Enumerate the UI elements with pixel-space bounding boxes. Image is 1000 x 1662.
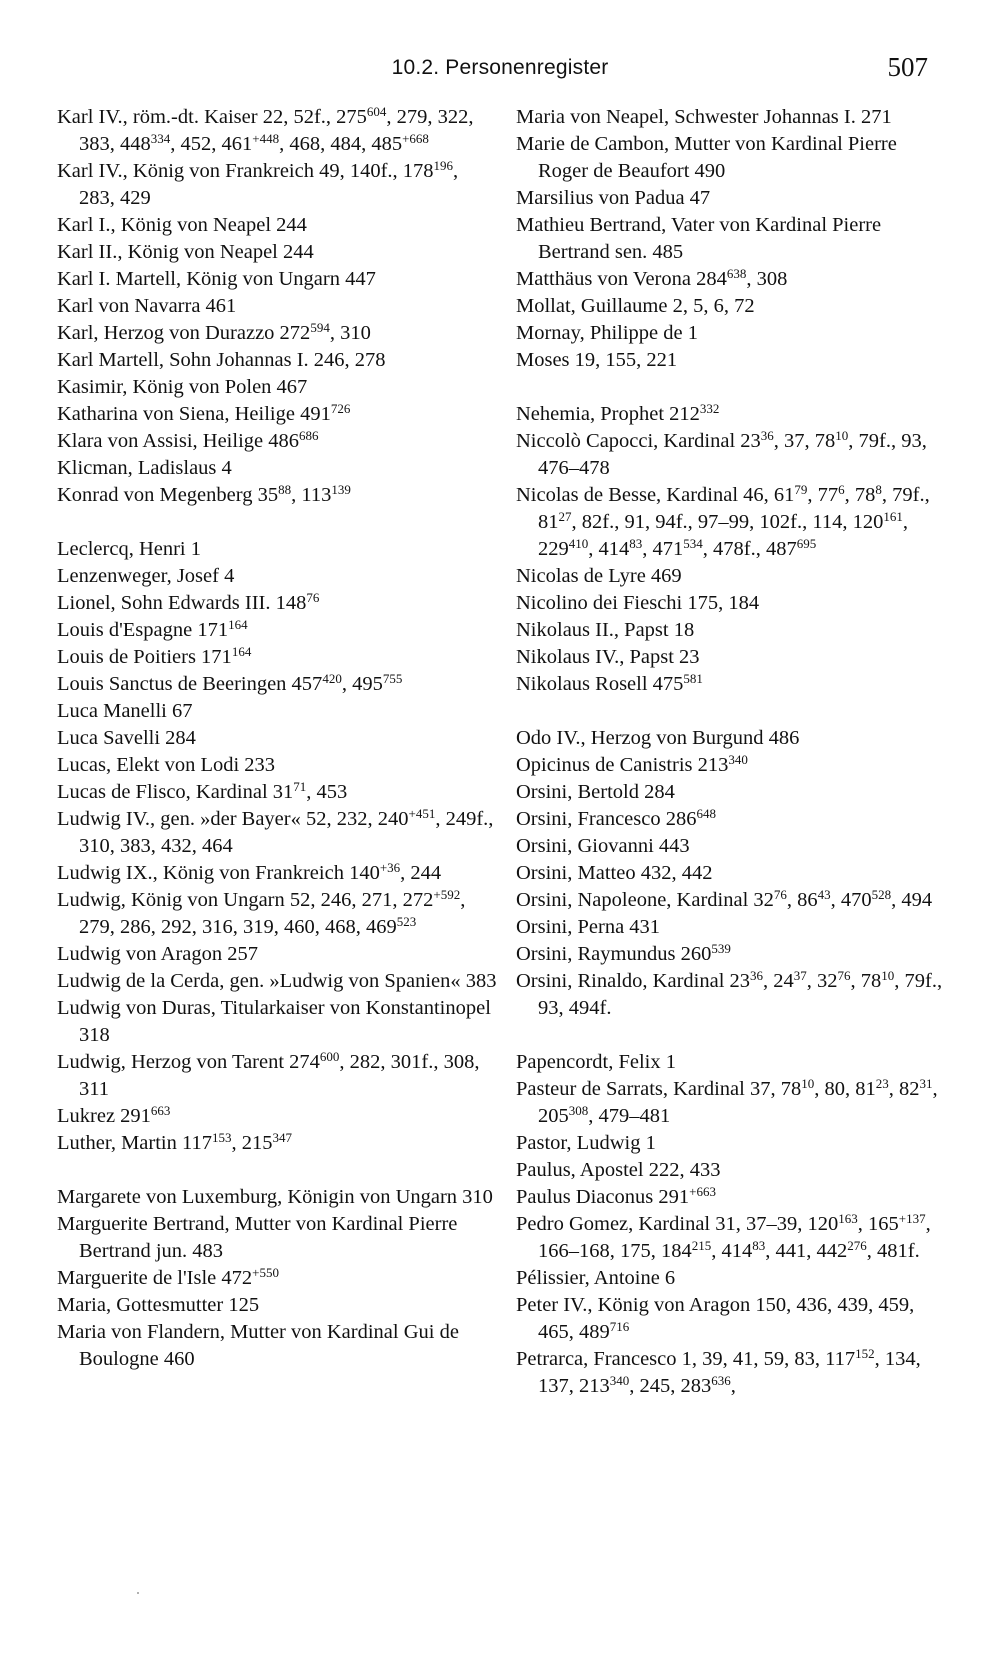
index-entry [57, 698, 497, 725]
footnote-superscript: 334 [150, 131, 171, 146]
footnote-superscript: 79 [794, 482, 808, 497]
entry-text: Karl I., König von Neapel 244 [57, 214, 307, 236]
entry-text: Marie de Cambon, Mutter von Kardinal Pierre Roger de Beaufort 490 [516, 133, 897, 182]
footnote-superscript: 10 [881, 968, 895, 983]
footnote-superscript: +550 [252, 1265, 280, 1280]
index-entry [57, 1130, 497, 1157]
entry-text: Orsini, Matteo 432, 442 [516, 862, 713, 884]
footnote-superscript: 686 [299, 428, 319, 443]
entry-text: , 82f., 91, 94f., 97–99, 102f., 114, 120 [571, 511, 884, 533]
entry-text: Marguerite Bertrand, Mutter von Kardinal Pierre Bertrand jun. 483 [57, 1213, 458, 1262]
entry-text: Leclercq, Henri 1 [57, 538, 201, 560]
entry-text: , 113 [291, 484, 332, 506]
entry-text: Mornay, Philippe de 1 [516, 322, 699, 344]
footnote-superscript: +592 [433, 887, 461, 902]
index-entry [57, 293, 497, 320]
index-entry [516, 1184, 946, 1211]
entry-text: Orsini, Napoleone, Kardinal 32 [516, 889, 774, 911]
footnote-superscript: 648 [696, 806, 716, 821]
index-entry [57, 158, 497, 212]
entry-text: Katharina von Siena, Heilige 491 [57, 403, 331, 425]
footnote-superscript: +663 [689, 1184, 716, 1199]
footnote-superscript: 340 [728, 752, 748, 767]
footnote-superscript: 308 [568, 1103, 589, 1118]
entry-text: Mollat, Guillaume 2, 5, 6, 72 [516, 295, 755, 317]
entry-text: Orsini, Giovanni 443 [516, 835, 690, 857]
entry-text: , 308 [746, 268, 788, 290]
index-entry [516, 1076, 946, 1130]
index-entry [57, 104, 497, 158]
index-column-right [516, 104, 946, 1400]
index-entry [516, 347, 946, 374]
entry-text: Luther, Martin 117 [57, 1132, 212, 1154]
index-entry [516, 968, 946, 1022]
entry-text: Lenzenweger, Josef 4 [57, 565, 235, 587]
footnote-superscript: 534 [683, 536, 703, 551]
index-entry [57, 320, 497, 347]
entry-text: Ludwig IX., König von Frankreich 140 [57, 862, 380, 884]
index-entry [57, 995, 497, 1049]
index-entry [516, 617, 946, 644]
entry-text: Lucas, Elekt von Lodi 233 [57, 754, 276, 776]
footnote-superscript: 37 [793, 968, 807, 983]
entry-text: , 134, 137, 213 [538, 1348, 921, 1397]
index-entry [516, 482, 946, 563]
entry-text: Opicinus de Canistris 213 [516, 754, 729, 776]
entry-text: , 414 [588, 538, 630, 560]
entry-text: , 468, 484, 485 [279, 133, 403, 155]
entry-text: Klara von Assisi, Heilige 486 [57, 430, 299, 452]
footnote-superscript: 36 [760, 428, 774, 443]
index-column-left [57, 104, 497, 1373]
index-entry [516, 1049, 946, 1076]
entry-text: Ludwig, Herzog von Tarent 274 [57, 1051, 320, 1073]
footnote-superscript: +668 [402, 131, 429, 146]
index-entry [57, 968, 497, 995]
footnote-superscript: 528 [871, 887, 892, 902]
footnote-superscript: 23 [875, 1076, 889, 1091]
index-entry [516, 1130, 946, 1157]
entry-text: Karl IV., König von Frankreich 49, 140f., 178 [57, 160, 434, 182]
footnote-superscript: 88 [278, 482, 292, 497]
footnote-superscript: 726 [330, 401, 351, 416]
entry-text: Maria von Flandern, Mutter von Kardinal Gui de Boulogne 460 [57, 1321, 459, 1370]
footnote-superscript: 163 [838, 1211, 858, 1226]
entry-text: Maria, Gottesmutter 125 [57, 1294, 260, 1316]
entry-text: , 229 [538, 511, 908, 560]
index-entry [516, 914, 946, 941]
entry-text: , 77 [807, 484, 839, 506]
entry-text: Orsini, Francesco 286 [516, 808, 697, 830]
entry-text: Louis Sanctus de Beeringen 457 [57, 673, 323, 695]
index-entry [57, 725, 497, 752]
footnote-superscript: 8 [875, 482, 882, 497]
footnote-superscript: 71 [293, 779, 307, 794]
index-entry [57, 671, 497, 698]
entry-text: , 215 [231, 1132, 273, 1154]
index-entry [57, 455, 497, 482]
index-entry [516, 401, 946, 428]
index-entry [516, 590, 946, 617]
entry-text: , 471 [642, 538, 684, 560]
entry-text: Nikolaus IV., Papst 23 [516, 646, 700, 668]
footnote-superscript: 153 [211, 1130, 232, 1145]
entry-text: , 86 [786, 889, 818, 911]
entry-text: , 205 [538, 1078, 938, 1127]
entry-text: , [730, 1375, 736, 1397]
footnote-superscript: 276 [847, 1238, 867, 1253]
entry-text: , 79f., 93, 494f. [538, 970, 943, 1019]
footnote-superscript: +448 [252, 131, 280, 146]
entry-text: Karl II., König von Neapel 244 [57, 241, 314, 263]
index-entry [57, 1184, 497, 1211]
entry-text: Karl IV., röm.-dt. Kaiser 22, 52f., 275 [57, 106, 367, 128]
entry-text: , 470 [830, 889, 872, 911]
entry-text: Ludwig von Duras, Titularkaiser von Konstantinopel 318 [57, 997, 491, 1046]
entry-text: Ludwig von Aragon 257 [57, 943, 258, 965]
footnote-superscript: 76 [306, 590, 320, 605]
entry-text: Paulus Diaconus 291 [516, 1186, 690, 1208]
entry-text: Louis d'Espagne 171 [57, 619, 229, 641]
index-entry [57, 347, 497, 374]
index-entry [57, 536, 497, 563]
footnote-superscript: 581 [683, 671, 703, 686]
entry-text: , 82 [888, 1078, 920, 1100]
entry-text: , 310 [329, 322, 371, 344]
entry-text: Marsilius von Padua 47 [516, 187, 711, 209]
index-entry [516, 104, 946, 131]
entry-text: , 249f., 310, 383, 432, 464 [79, 808, 494, 857]
index-entry [516, 212, 946, 266]
index-entry [516, 293, 946, 320]
entry-text: , 279, 322, 383, 448 [79, 106, 474, 155]
entry-text: Nehemia, Prophet 212 [516, 403, 700, 425]
footnote-superscript: 27 [558, 509, 572, 524]
footnote-superscript: 36 [750, 968, 764, 983]
index-entry [57, 590, 497, 617]
entry-text: Pastor, Ludwig 1 [516, 1132, 656, 1154]
index-entry [57, 428, 497, 455]
entry-text: Lukrez 291 [57, 1105, 151, 1127]
footnote-superscript: 6 [838, 482, 845, 497]
index-entry [57, 941, 497, 968]
entry-text: , 452, 461 [170, 133, 253, 155]
entry-text: Kasimir, König von Polen 467 [57, 376, 308, 398]
footnote-superscript: 83 [629, 536, 643, 551]
footnote-superscript: 76 [773, 887, 787, 902]
entry-text: Nicolino dei Fieschi 175, 184 [516, 592, 760, 614]
entry-text: , 441, 442 [765, 1240, 848, 1262]
index-entry [516, 752, 946, 779]
entry-text: Nicolas de Besse, Kardinal 46, 61 [516, 484, 795, 506]
entry-text: Luca Manelli 67 [57, 700, 193, 722]
index-entry [57, 374, 497, 401]
footnote-superscript: 410 [568, 536, 589, 551]
entry-text: Pélissier, Antoine 6 [516, 1267, 676, 1289]
entry-text: , 78 [850, 970, 882, 992]
index-entry [516, 320, 946, 347]
footnote-superscript: +137 [898, 1211, 926, 1226]
page-number: 507 [887, 52, 928, 82]
footnote-superscript: 420 [322, 671, 342, 686]
entry-text: Konrad von Megenberg 35 [57, 484, 279, 506]
index-entry [516, 428, 946, 482]
entry-text: , 78 [844, 484, 876, 506]
footnote-superscript: 139 [331, 482, 351, 497]
footnote-superscript: 347 [272, 1130, 292, 1145]
index-entry [516, 185, 946, 212]
entry-text: , 283, 429 [79, 160, 459, 209]
entry-text: , 166–168, 175, 184 [538, 1213, 931, 1262]
footnote-superscript: 638 [726, 266, 747, 281]
index-entry [57, 482, 497, 509]
index-entry [57, 563, 497, 590]
entry-text: Niccolò Capocci, Kardinal 23 [516, 430, 761, 452]
index-entry [516, 563, 946, 590]
footnote-superscript: 76 [837, 968, 851, 983]
entry-text: , 165 [857, 1213, 899, 1235]
index-entry [57, 752, 497, 779]
index-entry [57, 1265, 497, 1292]
index-entry [516, 1265, 946, 1292]
footnote-superscript: 340 [609, 1373, 630, 1388]
footnote-superscript: 594 [310, 320, 330, 335]
entry-text: Karl I. Martell, König von Ungarn 447 [57, 268, 376, 290]
index-entry [57, 860, 497, 887]
entry-text: Orsini, Rinaldo, Kardinal 23 [516, 970, 751, 992]
page-header [0, 52, 1000, 92]
entry-text: Mathieu Bertrand, Vater von Kardinal Pierre Bertrand sen. 485 [516, 214, 882, 263]
entry-text: Petrarca, Francesco 1, 39, 41, 59, 83, 117 [516, 1348, 856, 1370]
index-entry [516, 1211, 946, 1265]
entry-text: , 79f., 81 [538, 484, 930, 533]
index-entry [516, 266, 946, 293]
entry-text: Karl, Herzog von Durazzo 272 [57, 322, 311, 344]
entry-text: Odo IV., Herzog von Burgund 486 [516, 727, 800, 749]
footnote-superscript: 10 [801, 1076, 815, 1091]
index-entry [57, 617, 497, 644]
entry-text: , 80, 81 [814, 1078, 876, 1100]
entry-text: Paulus, Apostel 222, 433 [516, 1159, 721, 1181]
entry-text: Marguerite de l'Isle 472 [57, 1267, 253, 1289]
entry-text: Orsini, Perna 431 [516, 916, 661, 938]
index-entry [516, 779, 946, 806]
entry-text: Moses 19, 155, 221 [516, 349, 678, 371]
index-entry [516, 131, 946, 185]
entry-text: Louis de Poitiers 171 [57, 646, 232, 668]
entry-text: , 279, 286, 292, 316, 319, 460, 468, 469 [79, 889, 466, 938]
entry-text: Ludwig IV., gen. »der Bayer« 52, 232, 240 [57, 808, 409, 830]
entry-text: Lionel, Sohn Edwards III. 148 [57, 592, 307, 614]
entry-text: , 479–481 [588, 1105, 671, 1127]
index-entry [57, 401, 497, 428]
entry-text: , 495 [341, 673, 383, 695]
entry-text: Lucas de Flisco, Kardinal 31 [57, 781, 294, 803]
entry-text: Karl von Navarra 461 [57, 295, 237, 317]
index-entry [57, 239, 497, 266]
footnote-superscript: 523 [396, 914, 417, 929]
index-entry [57, 887, 497, 941]
entry-text: Luca Savelli 284 [57, 727, 196, 749]
index-entry [516, 1157, 946, 1184]
index-entry [57, 806, 497, 860]
index-entry [57, 644, 497, 671]
entry-text: Pedro Gomez, Kardinal 31, 37–39, 120 [516, 1213, 839, 1235]
entry-text: , 282, 301f., 308, 311 [79, 1051, 480, 1100]
entry-text: Ludwig de la Cerda, gen. »Ludwig von Spanien« 383 [57, 970, 497, 992]
index-entry [516, 941, 946, 968]
index-entry [57, 1103, 497, 1130]
print-speck [137, 1592, 139, 1594]
entry-text: , 481f. [866, 1240, 920, 1262]
index-entry [57, 1292, 497, 1319]
footnote-superscript: 604 [366, 104, 387, 119]
footnote-superscript: 196 [433, 158, 454, 173]
entry-text: , 37, 78 [773, 430, 836, 452]
entry-text: , 453 [306, 781, 348, 803]
entry-text: Nikolaus Rosell 475 [516, 673, 684, 695]
entry-text: Orsini, Raymundus 260 [516, 943, 712, 965]
footnote-superscript: 164 [231, 644, 252, 659]
footnote-superscript: +451 [408, 806, 436, 821]
index-entry [516, 671, 946, 698]
footnote-superscript: 663 [150, 1103, 171, 1118]
footnote-superscript: 716 [609, 1319, 630, 1334]
entry-text: Papencordt, Felix 1 [516, 1051, 676, 1073]
entry-text: , 32 [806, 970, 838, 992]
entry-text: , 245, 283 [629, 1375, 712, 1397]
running-head: 10.2. Personenregister [391, 56, 609, 79]
index-entry [516, 887, 946, 914]
index-entry [516, 833, 946, 860]
entry-text: Peter IV., König von Aragon 150, 436, 439, 459, 465, 489 [516, 1294, 915, 1343]
index-entry [57, 1319, 497, 1373]
index-entry [57, 1211, 497, 1265]
index-entry [516, 644, 946, 671]
footnote-superscript: 695 [796, 536, 817, 551]
footnote-superscript: 10 [835, 428, 849, 443]
index-entry [57, 212, 497, 239]
entry-text: Ludwig, König von Ungarn 52, 246, 271, 272 [57, 889, 434, 911]
entry-text: , 79f., 93, 476–478 [538, 430, 927, 479]
footnote-superscript: 755 [382, 671, 403, 686]
index-entry [57, 1049, 497, 1103]
entry-text: Matthäus von Verona 284 [516, 268, 727, 290]
index-entry [516, 1346, 946, 1400]
footnote-superscript: 215 [691, 1238, 712, 1253]
footnote-superscript: 161 [883, 509, 903, 524]
footnote-superscript: 31 [919, 1076, 933, 1091]
entry-text: , 414 [711, 1240, 753, 1262]
index-entry [516, 806, 946, 833]
entry-text: , 494 [891, 889, 933, 911]
footnote-superscript: 83 [752, 1238, 766, 1253]
footnote-superscript: 332 [699, 401, 720, 416]
footnote-superscript: 600 [319, 1049, 340, 1064]
entry-text: Nicolas de Lyre 469 [516, 565, 682, 587]
entry-text: Pasteur de Sarrats, Kardinal 37, 78 [516, 1078, 802, 1100]
entry-text: , 478f., 487 [702, 538, 797, 560]
entry-text: Margarete von Luxemburg, Königin von Ungarn 310 [57, 1186, 493, 1208]
entry-text: , 244 [400, 862, 442, 884]
footnote-superscript: 43 [817, 887, 831, 902]
index-entry [516, 1292, 946, 1346]
index-entry [516, 725, 946, 752]
footnote-superscript: 152 [855, 1346, 875, 1361]
footnote-superscript: +36 [379, 860, 401, 875]
entry-text: , 24 [763, 970, 794, 992]
index-entry [516, 860, 946, 887]
entry-text: Maria von Neapel, Schwester Johannas I. 271 [516, 106, 892, 128]
footnote-superscript: 164 [228, 617, 248, 632]
entry-text: Orsini, Bertold 284 [516, 781, 675, 803]
entry-text: Karl Martell, Sohn Johannas I. 246, 278 [57, 349, 386, 371]
index-entry [57, 266, 497, 293]
entry-text: Nikolaus II., Papst 18 [516, 619, 695, 641]
index-entry [57, 779, 497, 806]
footnote-superscript: 539 [711, 941, 731, 956]
footnote-superscript: 636 [711, 1373, 731, 1388]
entry-text: Klicman, Ladislaus 4 [57, 457, 232, 479]
